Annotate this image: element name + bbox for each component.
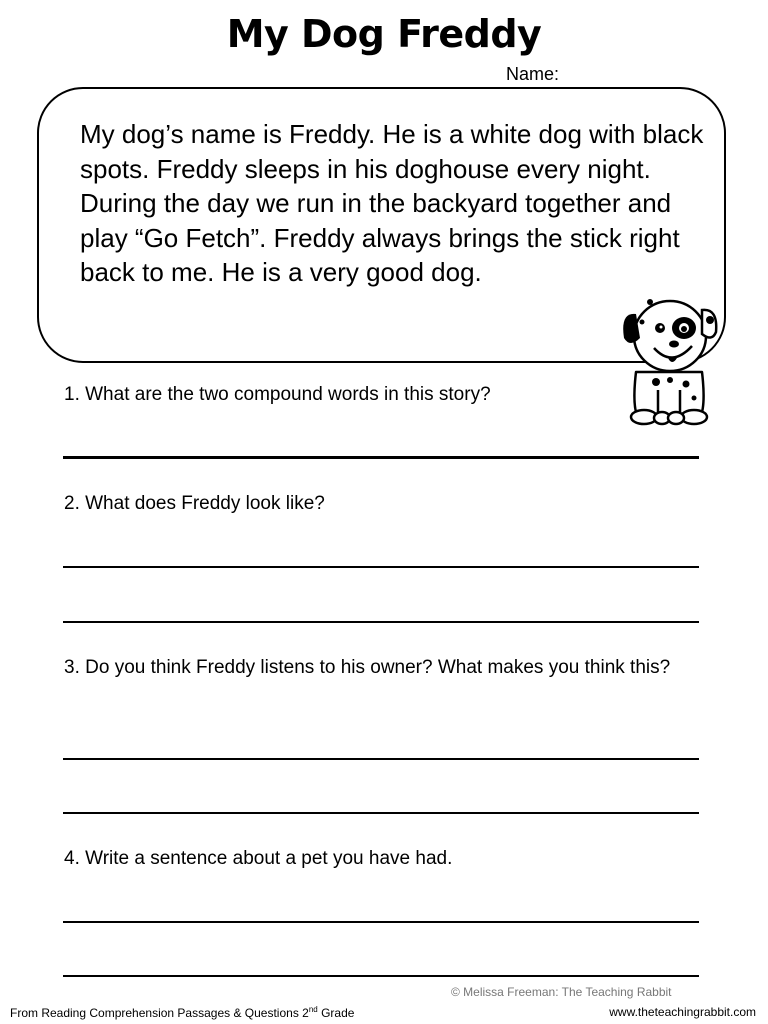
answer-line-2b[interactable] <box>63 621 699 623</box>
source-suffix: Grade <box>317 1006 355 1020</box>
source-note <box>10 1005 354 1020</box>
answer-line-4a[interactable] <box>63 921 699 923</box>
story-passage: My dog’s name is Freddy. He is a white dog with black spots. Freddy sleeps in his doghouse every night. During the day we run in the backyard together and play “Go Fetch”. Freddy always brings the stick right back to me. He is a very good dog. <box>80 119 704 287</box>
answer-line-3a[interactable] <box>63 758 699 760</box>
question-3: 3. Do you think Freddy listens to his owner? What makes you think this? <box>64 657 671 678</box>
name-label: Name: <box>506 64 560 84</box>
question-2: 2. What does Freddy look like? <box>64 493 325 514</box>
answer-line-2a[interactable] <box>63 566 699 568</box>
answer-line-1a[interactable] <box>63 456 699 459</box>
source-superscript: nd <box>308 1005 318 1014</box>
website-link[interactable]: www.theteachingrabbit.com <box>609 1005 756 1019</box>
question-1: 1. What are the two compound words in this story? <box>64 384 491 405</box>
answer-line-4b[interactable] <box>63 975 699 977</box>
answer-line-3b[interactable] <box>63 812 699 814</box>
question-4: 4. Write a sentence about a pet you have had. <box>64 848 453 869</box>
source-prefix: From Reading Comprehension Passages & Questions 2 <box>10 1006 309 1020</box>
worksheet-title: My Dog Freddy <box>226 12 542 56</box>
copyright-notice: © Melissa Freeman: The Teaching Rabbit <box>451 985 672 999</box>
